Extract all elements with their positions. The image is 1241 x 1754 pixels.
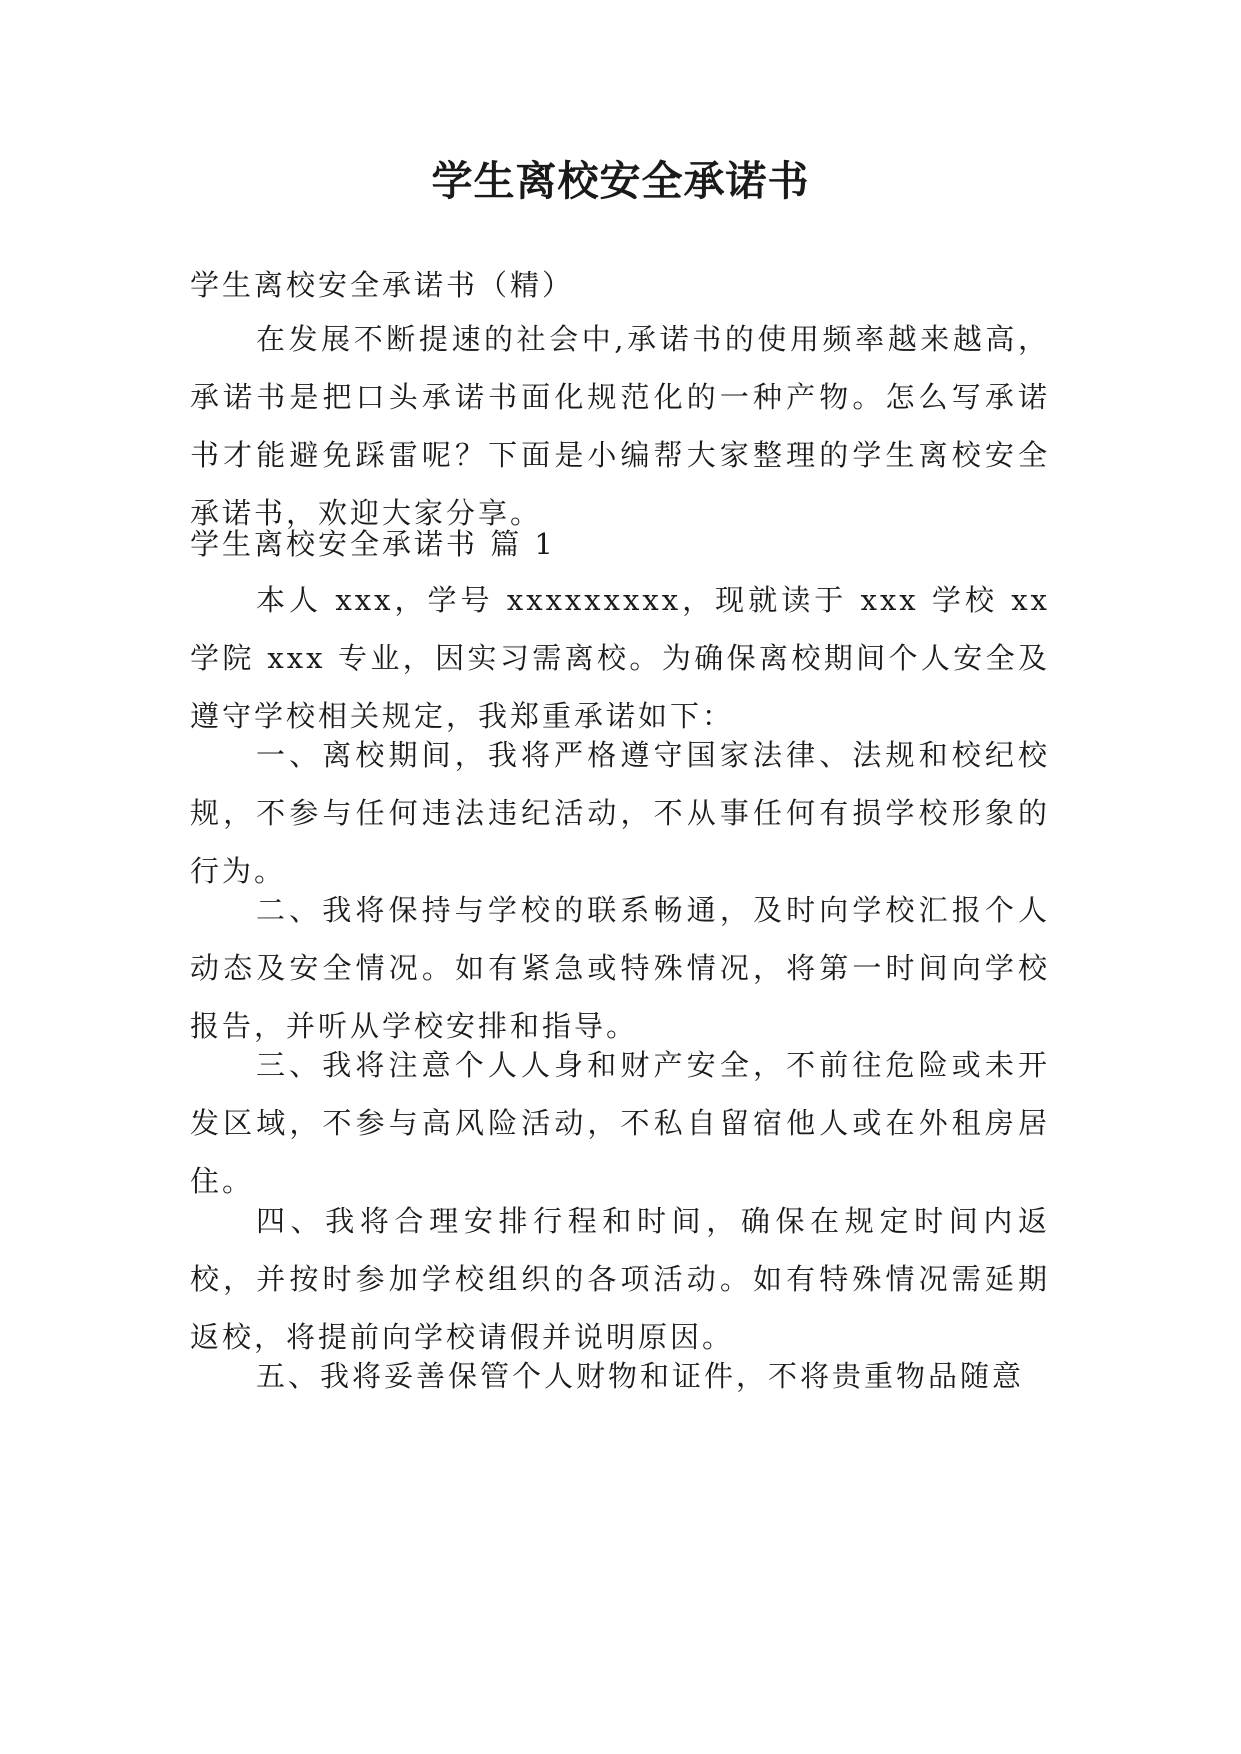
document-subtitle: 学生离校安全承诺书（精）: [190, 268, 575, 302]
paragraph-item-3: 三、我将注意个人人身和财产安全，不前往危险或未开发区域，不参与高风险活动，不私自留宿他人或在外租房居住。: [190, 1048, 1050, 1198]
paragraph-item-4: 四、我将合理安排行程和时间，确保在规定时间内返校，并按时参加学校组织的各项活动。如有特殊情况需延期返校，将提前向学校请假并说明原因。: [190, 1204, 1050, 1354]
document-title: 学生离校安全承诺书: [431, 157, 810, 205]
paragraph-item-5: 五、我将妥善保管个人财物和证件，不将贵重物品随意: [256, 1359, 1025, 1393]
paragraph-item-2: 二、我将保持与学校的联系畅通，及时向学校汇报个人动态及安全情况。如有紧急或特殊情况，将第一时间向学校报告，并听从学校安排和指导。: [190, 893, 1050, 1043]
intro-paragraph: 在发展不断提速的社会中,承诺书的使用频率越来越高，承诺书是把口头承诺书面化规范化的一种产物。怎么写承诺书才能避免踩雷呢？下面是小编帮大家整理的学生离校安全承诺书，欢迎大家分享。: [190, 322, 1050, 530]
paragraph-item-1: 一、离校期间，我将严格遵守国家法律、法规和校纪校规，不参与任何违法违纪活动，不从事任何有损学校形象的行为。: [190, 738, 1050, 888]
paragraph-statement: 本人 xxx，学号 xxxxxxxxx，现就读于 xxx 学校 xx 学院 xxx 专业，因实习需离校。为确保离校期间个人安全及遵守学校相关规定，我郑重承诺如下：: [190, 583, 1050, 733]
section-heading: 学生离校安全承诺书 篇 1: [190, 527, 556, 561]
